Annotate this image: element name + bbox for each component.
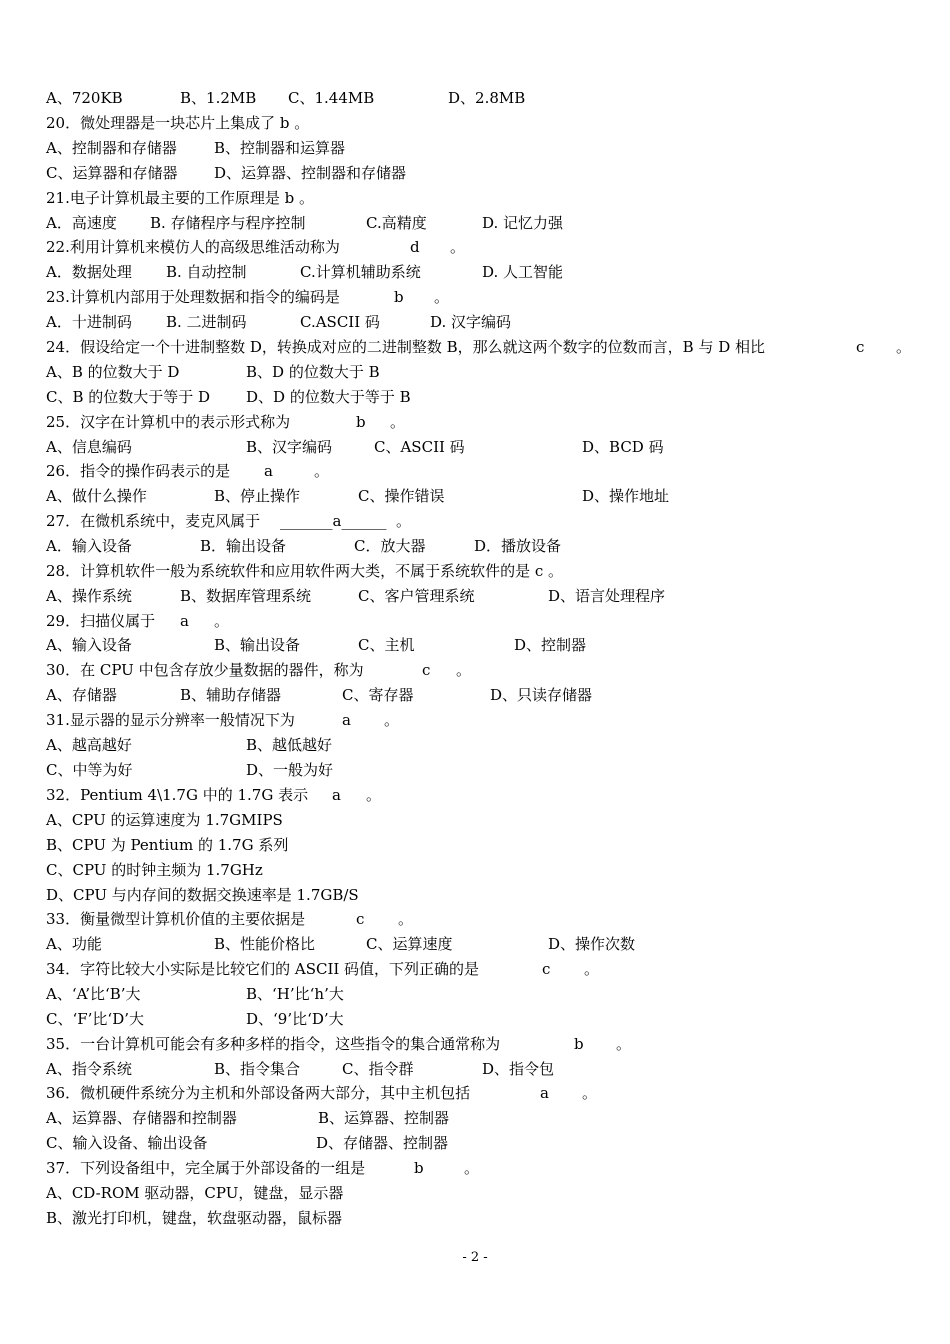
question-end: 。 bbox=[398, 910, 414, 928]
option-b: B、越低越好 bbox=[246, 736, 333, 754]
question-end: 。 bbox=[390, 413, 406, 431]
option-c: C、指令群 bbox=[342, 1060, 414, 1078]
question-text: 20．微处理器是一块芯片上集成了 b 。 bbox=[46, 114, 310, 132]
option-b: B、性能价格比 bbox=[214, 935, 316, 953]
option-c: C、1.44MB bbox=[288, 89, 375, 107]
option-d: D、‘9’比‘D’大 bbox=[246, 1010, 344, 1028]
option-c: C、运算速度 bbox=[366, 935, 453, 953]
option-a: A．高速度 bbox=[46, 214, 117, 232]
question-end: 。 bbox=[396, 512, 412, 530]
question-text: 27．在微机系统中，麦克风属于 bbox=[46, 512, 261, 530]
option-b: B、控制器和运算器 bbox=[214, 139, 346, 157]
option-c: C、‘F’比‘D’大 bbox=[46, 1010, 144, 1028]
option-a: A、功能 bbox=[46, 935, 102, 953]
option-b: B、汉字编码 bbox=[246, 438, 333, 456]
option-b: B、‘H’比‘h’大 bbox=[246, 985, 344, 1003]
option-b: B、停止操作 bbox=[214, 487, 301, 505]
answer: a bbox=[540, 1084, 549, 1102]
option-b: B、1.2MB bbox=[180, 89, 257, 107]
answer-blank: _______a______ bbox=[280, 512, 387, 530]
option-b: B、输出设备 bbox=[214, 636, 301, 654]
option-d: D、操作次数 bbox=[548, 935, 636, 953]
question-end: 。 bbox=[896, 338, 912, 356]
option-a: A、控制器和存储器 bbox=[46, 139, 177, 157]
answer: a bbox=[342, 711, 351, 729]
option-c: C、B 的位数大于等于 D bbox=[46, 388, 211, 406]
option-c: C.计算机辅助系统 bbox=[300, 263, 421, 281]
option-b: B、数据库管理系统 bbox=[180, 587, 312, 605]
option-d: D、2.8MB bbox=[448, 89, 526, 107]
question-text: 29．扫描仪属于 bbox=[46, 612, 156, 630]
option-d: D、一般为好 bbox=[246, 761, 334, 779]
option-a: A、CPU 的运算速度为 1.7GMIPS bbox=[46, 811, 283, 829]
question-end: 。 bbox=[450, 238, 466, 256]
option-a: A、越高越好 bbox=[46, 736, 132, 754]
question-text: 28．计算机软件一般为系统软件和应用软件两大类，不属于系统软件的是 c 。 bbox=[46, 562, 564, 580]
option-b: B、D 的位数大于 B bbox=[246, 363, 380, 381]
question-end: 。 bbox=[456, 661, 472, 679]
option-b: B. 二进制码 bbox=[166, 313, 247, 331]
question-text: 30．在 CPU 中包含存放少量数据的器件，称为 bbox=[46, 661, 364, 679]
question-end: 。 bbox=[366, 786, 382, 804]
question-text: 26．指令的操作码表示的是 bbox=[46, 462, 231, 480]
option-b: B、运算器、控制器 bbox=[318, 1109, 450, 1127]
option-d: D、BCD 码 bbox=[582, 438, 664, 456]
page-number: - 2 - bbox=[462, 1250, 488, 1265]
option-c: C、客户管理系统 bbox=[358, 587, 475, 605]
option-b: B、指令集合 bbox=[214, 1060, 301, 1078]
option-d: D、D 的位数大于等于 B bbox=[246, 388, 411, 406]
answer: a bbox=[180, 612, 189, 630]
option-d: D．播放设备 bbox=[474, 537, 562, 555]
question-end: 。 bbox=[582, 1084, 598, 1102]
option-d: D、指令包 bbox=[482, 1060, 555, 1078]
option-c: C.高精度 bbox=[366, 214, 427, 232]
option-d: D、操作地址 bbox=[582, 487, 670, 505]
option-c: C、ASCII 码 bbox=[374, 438, 465, 456]
option-d: D、语言处理程序 bbox=[548, 587, 666, 605]
option-c: C、运算器和存储器 bbox=[46, 164, 178, 182]
answer: d bbox=[410, 238, 420, 256]
option-c: C、CPU 的时钟主频为 1.7GHz bbox=[46, 861, 263, 879]
option-a: A、存储器 bbox=[46, 686, 117, 704]
question-end: 。 bbox=[434, 288, 450, 306]
option-b: B. 存储程序与程序控制 bbox=[150, 214, 306, 232]
answer: b bbox=[394, 288, 404, 306]
question-text: 37．下列设备组中，完全属于外部设备的一组是 bbox=[46, 1159, 366, 1177]
answer: c bbox=[356, 910, 365, 928]
answer: c bbox=[542, 960, 551, 978]
question-text: 34．字符比较大小实际是比较它们的 ASCII 码值，下列正确的是 bbox=[46, 960, 480, 978]
option-a: A．输入设备 bbox=[46, 537, 132, 555]
answer: a bbox=[332, 786, 341, 804]
option-a: A、输入设备 bbox=[46, 636, 132, 654]
answer: b bbox=[574, 1035, 584, 1053]
option-a: A．十进制码 bbox=[46, 313, 132, 331]
question-text: 35．一台计算机可能会有多种多样的指令，这些指令的集合通常称为 bbox=[46, 1035, 501, 1053]
option-c: C、输入设备、输出设备 bbox=[46, 1134, 208, 1152]
option-d: D. 汉字编码 bbox=[430, 313, 512, 331]
option-b: B、CPU 为 Pentium 的 1.7G 系列 bbox=[46, 836, 289, 854]
question-text: 36．微机硬件系统分为主机和外部设备两大部分，其中主机包括 bbox=[46, 1084, 471, 1102]
option-a: A、信息编码 bbox=[46, 438, 132, 456]
answer: a bbox=[264, 462, 273, 480]
question-end: 。 bbox=[616, 1035, 632, 1053]
question-text: 22.利用计算机来模仿人的高级思维活动称为 bbox=[46, 238, 340, 256]
option-b: B、激光打印机，键盘，软盘驱动器，鼠标器 bbox=[46, 1209, 343, 1227]
option-b: B. 自动控制 bbox=[166, 263, 247, 281]
option-c: C．放大器 bbox=[354, 537, 426, 555]
answer: b bbox=[414, 1159, 424, 1177]
question-text: 33．衡量微型计算机价值的主要依据是 bbox=[46, 910, 306, 928]
option-b: B．输出设备 bbox=[200, 537, 287, 555]
option-a: A、操作系统 bbox=[46, 587, 132, 605]
question-end: 。 bbox=[314, 462, 330, 480]
option-c: C.ASCII 码 bbox=[300, 313, 380, 331]
question-text: 23.计算机内部用于处理数据和指令的编码是 bbox=[46, 288, 340, 306]
option-a: A．数据处理 bbox=[46, 263, 132, 281]
option-d: D. 记忆力强 bbox=[482, 214, 564, 232]
question-end: 。 bbox=[584, 960, 600, 978]
answer: c bbox=[856, 338, 865, 356]
option-a: A、‘A’比‘B’大 bbox=[46, 985, 141, 1003]
option-d: D、控制器 bbox=[514, 636, 587, 654]
answer: c bbox=[422, 661, 431, 679]
question-end: 。 bbox=[464, 1159, 480, 1177]
option-d: D、运算器、控制器和存储器 bbox=[214, 164, 407, 182]
question-text: 31.显示器的显示分辨率一般情况下为 bbox=[46, 711, 295, 729]
question-text: 25．汉字在计算机中的表示形式称为 bbox=[46, 413, 291, 431]
question-end: 。 bbox=[384, 711, 400, 729]
option-c: C、操作错误 bbox=[358, 487, 445, 505]
option-c: C、寄存器 bbox=[342, 686, 414, 704]
option-a: A、做什么操作 bbox=[46, 487, 147, 505]
option-c: C、主机 bbox=[358, 636, 415, 654]
answer: b bbox=[356, 413, 366, 431]
option-d: D、存储器、控制器 bbox=[316, 1134, 449, 1152]
option-a: A、CD-ROM 驱动器，CPU，键盘，显示器 bbox=[46, 1184, 344, 1202]
option-a: A、720KB bbox=[46, 89, 123, 107]
question-text: 24．假设给定一个十进制整数 D，转换成对应的二进制整数 B，那么就这两个数字的位数而言，B 与 D 相比 bbox=[46, 338, 766, 356]
option-a: A、指令系统 bbox=[46, 1060, 132, 1078]
question-text: 21.电子计算机最主要的工作原理是 b 。 bbox=[46, 189, 314, 207]
option-d: D、只读存储器 bbox=[490, 686, 593, 704]
option-d: D、CPU 与内存间的数据交换速率是 1.7GB/S bbox=[46, 886, 359, 904]
option-d: D. 人工智能 bbox=[482, 263, 564, 281]
option-b: B、辅助存储器 bbox=[180, 686, 282, 704]
question-text: 32．Pentium 4\1.7G 中的 1.7G 表示 bbox=[46, 786, 309, 804]
option-a: A、B 的位数大于 D bbox=[46, 363, 180, 381]
option-a: A、运算器、存储器和控制器 bbox=[46, 1109, 237, 1127]
option-c: C、中等为好 bbox=[46, 761, 133, 779]
question-end: 。 bbox=[214, 612, 230, 630]
